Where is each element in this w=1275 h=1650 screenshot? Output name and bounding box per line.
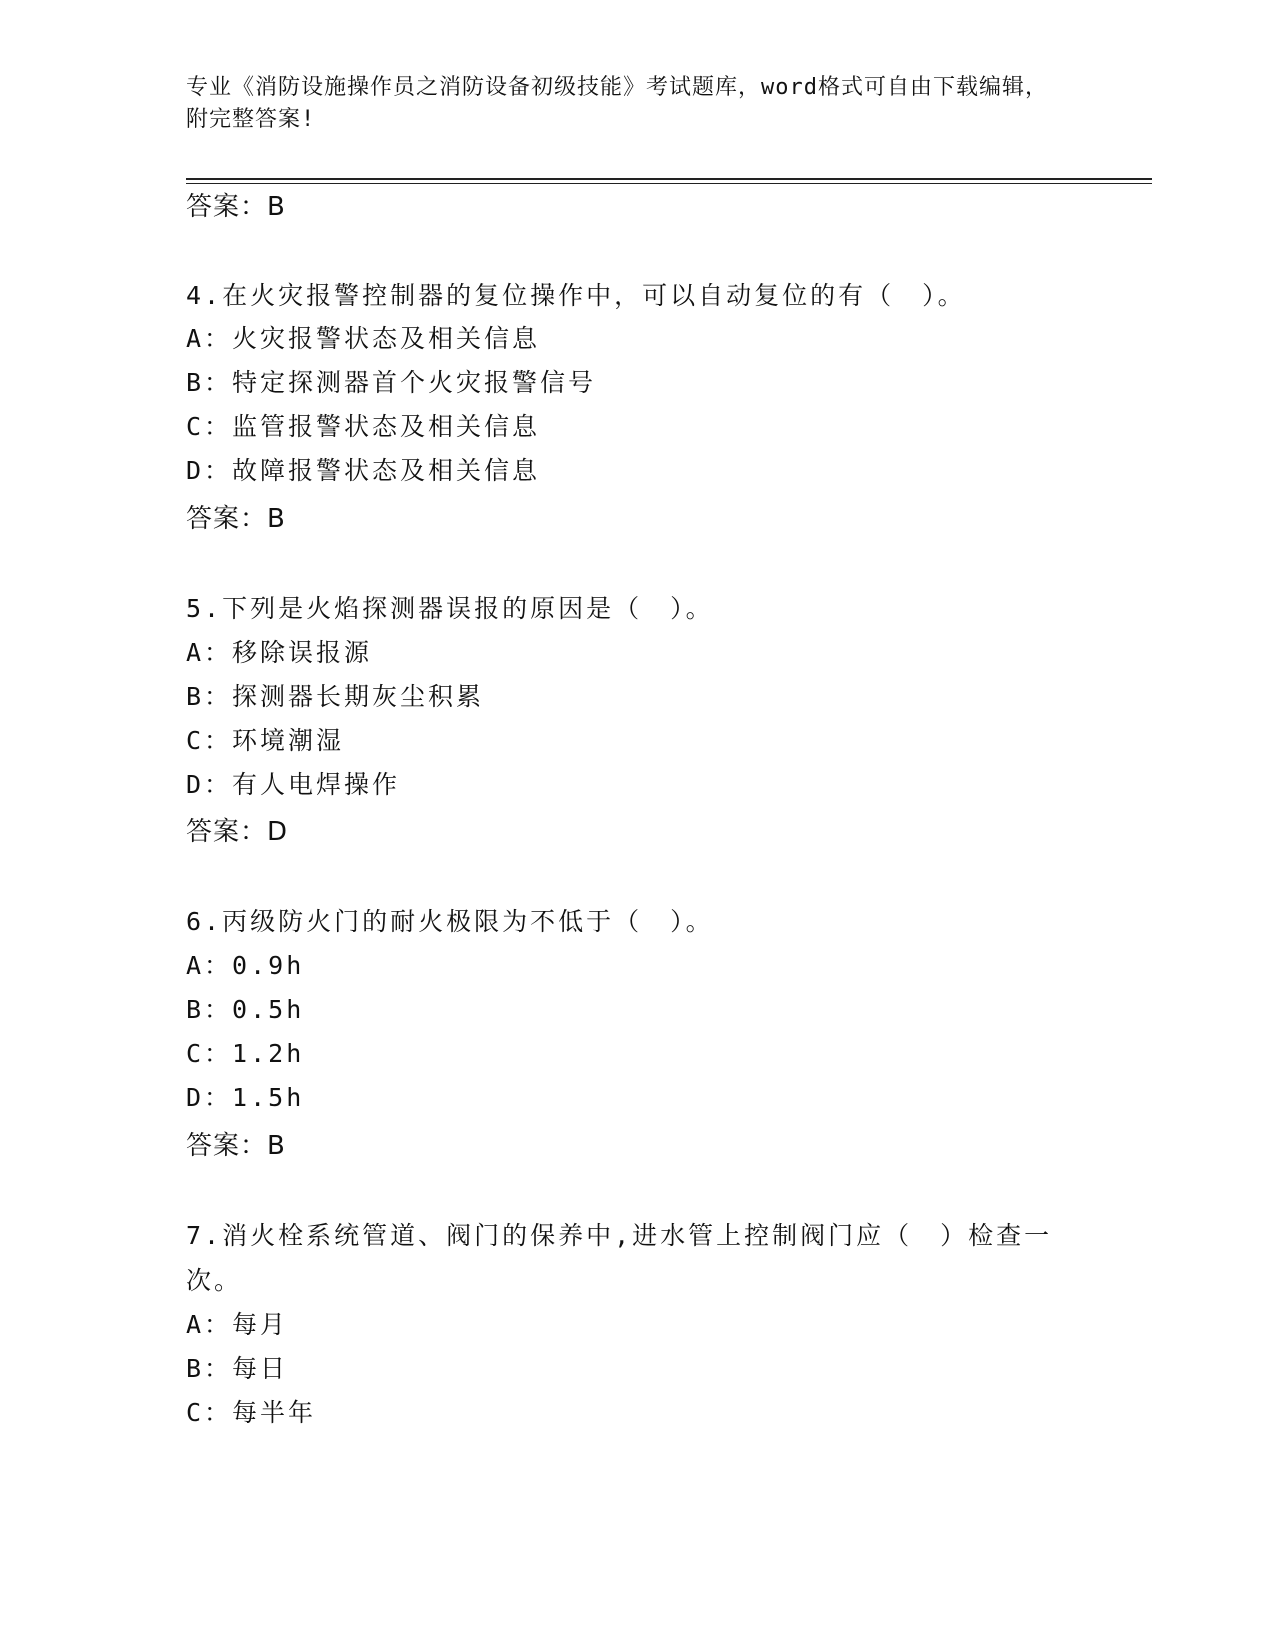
option-5c: C：环境潮湿 [186,726,345,755]
option-5b: B：探测器长期灰尘积累 [186,682,485,711]
question-7: 7.消火栓系统管道、阀门的保养中,进水管上控制阀门应（ ）检查一次。 [186,1221,1053,1295]
option-7a: A：每月 [186,1310,289,1339]
header-rule-thick [186,178,1152,180]
option-4c: C：监管报警状态及相关信息 [186,412,541,441]
option-6a: A：0.9h [186,951,305,980]
option-4d: D：故障报警状态及相关信息 [186,456,541,485]
answer-q5: 答案：D [186,817,289,847]
question-4: 4.在火灾报警控制器的复位操作中，可以自动复位的有（ ）。 [186,281,966,310]
answer-q6: 答案：B [186,1131,286,1161]
option-7b: B：每日 [186,1354,289,1383]
option-5d: D：有人电焊操作 [186,770,401,799]
option-6b: B：0.5h [186,995,305,1024]
option-4b: B：特定探测器首个火灾报警信号 [186,368,597,397]
question-5: 5.下列是火焰探测器误报的原因是（ ）。 [186,594,714,623]
option-6d: D：1.5h [186,1083,305,1112]
question-6: 6.丙级防火门的耐火极限为不低于（ ）。 [186,907,714,936]
option-6c: C：1.2h [186,1039,305,1068]
option-5a: A：移除误报源 [186,638,373,667]
document-header: 专业《消防设施操作员之消防设备初级技能》考试题库，word格式可自由下载编辑，附完整答案! [186,75,1048,132]
header-rule-thin [186,183,1152,184]
answer-q3: 答案：B [186,192,286,222]
option-7c: C：每半年 [186,1398,317,1427]
answer-q4: 答案：B [186,504,286,534]
option-4a: A：火灾报警状态及相关信息 [186,324,541,353]
